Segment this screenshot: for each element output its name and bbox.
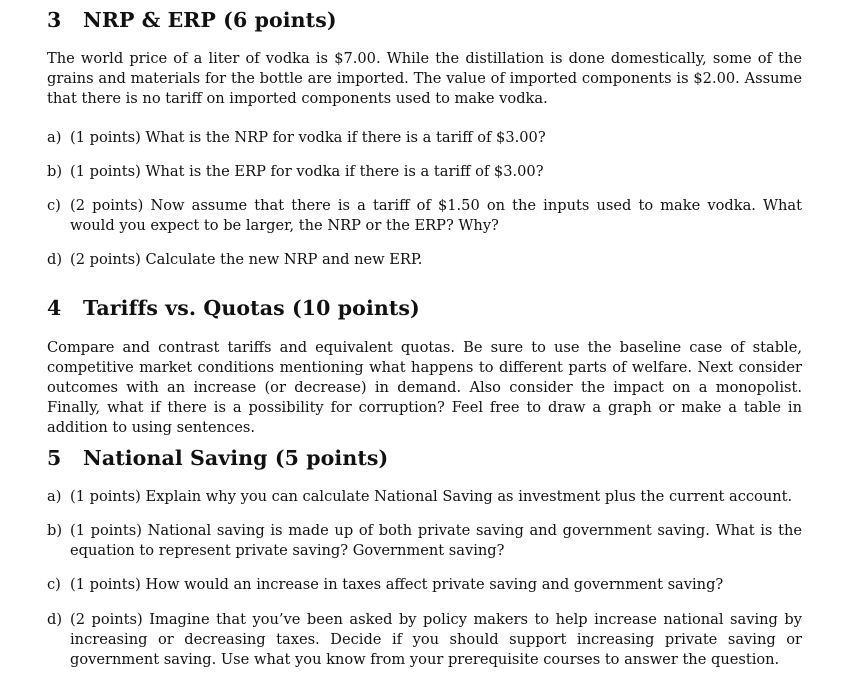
section-3-intro: The world price of a liter of vodka is $7.00. While the distillation is done domestically, some of the grains and materials for the bottle are imported. The value of imported components is $2.00. Assume that there is no tariff on imported components used to make vodka. (47, 50, 802, 107)
question-3d-marker: d) (47, 251, 63, 268)
section-3-heading (47, 8, 337, 32)
question-3b-text: (1 points) What is the ERP for vodka if there is a tariff of $3.00? (70, 163, 544, 180)
question-5c-text: (1 points) How would an increase in taxes affect private saving and government saving? (70, 576, 724, 593)
section-4-intro: Compare and contrast tariffs and equivalent quotas. Be sure to use the baseline case of stable, competitive market conditions mentioning what happens to different parts of welfare. Next consider outcomes with an increase (or decrease) in demand. Also consider the impact on a monopolist. Finally, what if there is a possibility for corruption? Feel free to draw a graph or make a table in addition to using sentences. (47, 339, 802, 436)
question-3c-marker: c) (47, 197, 61, 214)
question-5d (47, 610, 802, 670)
question-5b-text: (1 points) National saving is made up of both private saving and government saving. What is the equation to represent private saving? Government saving? (70, 522, 802, 559)
question-5a-text: (1 points) Explain why you can calculate National Saving as investment plus the current account. (70, 488, 793, 505)
section-3-number: 3 (47, 8, 62, 32)
section-4-number: 4 (47, 296, 62, 320)
question-3b-marker: b) (47, 163, 63, 180)
question-5a (47, 487, 802, 507)
section-5-number: 5 (47, 446, 62, 470)
question-5a-marker: a) (47, 488, 62, 505)
question-5d-marker: d) (47, 611, 63, 628)
question-5b (47, 521, 802, 561)
question-3d (47, 250, 802, 270)
section-4-heading (47, 296, 420, 320)
question-3d-text: (2 points) Calculate the new NRP and new ERP. (70, 251, 423, 268)
section-5-title: National Saving (5 points) (83, 446, 389, 470)
section-5-heading (47, 446, 388, 470)
question-5c-marker: c) (47, 576, 61, 593)
question-3a-marker: a) (47, 129, 62, 146)
question-3c-text: (2 points) Now assume that there is a tariff of $1.50 on the inputs used to make vodka. What would you expect to be larger, the NRP or the ERP? Why? (70, 197, 802, 234)
question-5c (47, 575, 802, 595)
question-5d-text: (2 points) Imagine that you’ve been asked by policy makers to help increase national saving by increasing or decreasing taxes. Decide if you should support increasing private saving or government saving. Use what you know from your prerequisite courses to answer the question. (70, 611, 802, 668)
section-3-title: NRP & ERP (6 points) (83, 8, 337, 32)
section-4-title: Tariffs vs. Quotas (10 points) (83, 296, 420, 320)
question-3c (47, 196, 802, 236)
question-3a (47, 128, 802, 148)
question-3a-text: (1 points) What is the NRP for vodka if there is a tariff of $3.00? (70, 129, 546, 146)
question-3b (47, 162, 802, 182)
question-5b-marker: b) (47, 522, 63, 539)
